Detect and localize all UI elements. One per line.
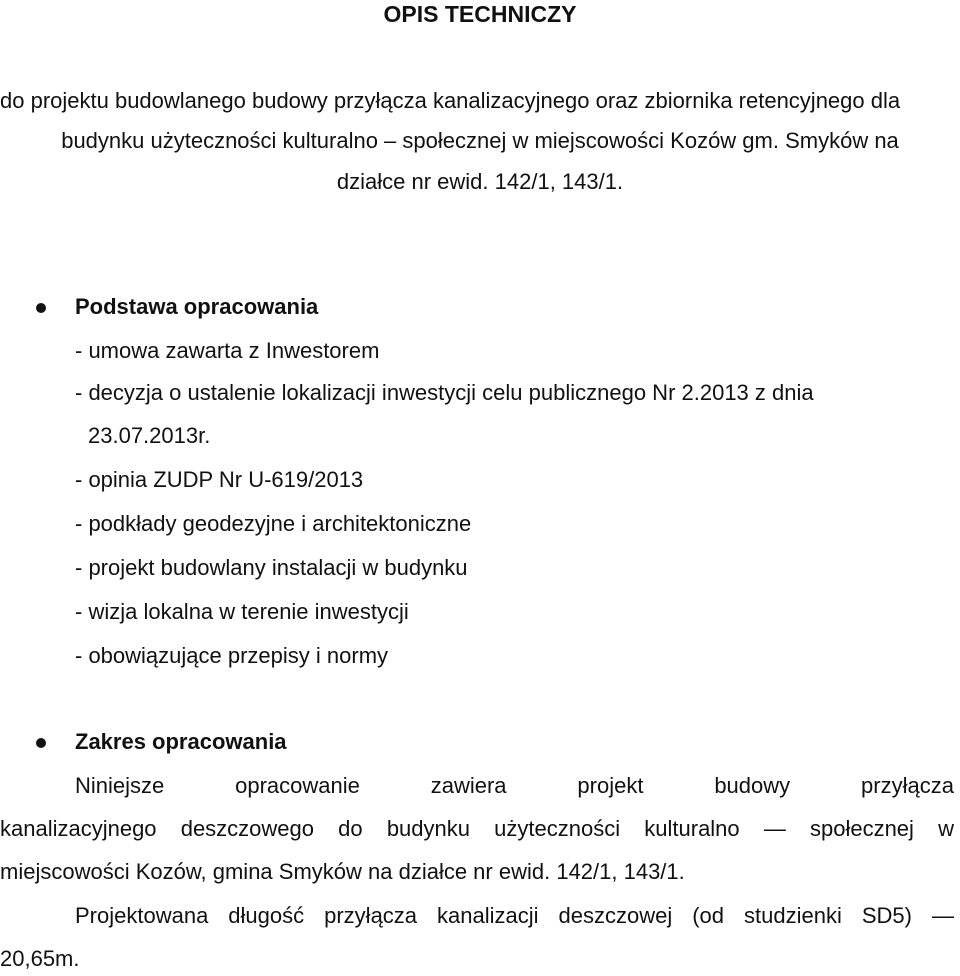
paragraph-line [75, 902, 954, 930]
word: deszczowej [558, 903, 673, 928]
word: przyłącza [861, 773, 954, 798]
word: przyłącza [324, 903, 418, 928]
word: SD5) [861, 903, 912, 928]
word: zawiera [430, 773, 507, 798]
word: (od [692, 903, 725, 928]
section-heading-podstawa: Podstawa opracowania [75, 294, 319, 319]
word: Projektowana [75, 903, 209, 928]
word: kulturalno [644, 816, 740, 841]
list-item-continuation: 23.07.2013r. [88, 423, 211, 448]
word: użyteczności [494, 816, 621, 841]
word: studzienki [744, 903, 842, 928]
list-item: - obowiązujące przepisy i normy [75, 643, 389, 668]
word: długość [228, 903, 305, 928]
word: Niniejsze [75, 773, 165, 798]
word: w [938, 816, 954, 841]
word: — [763, 816, 786, 841]
list-item: - projekt budowlany instalacji w budynku [75, 555, 468, 580]
word: deszczowego [180, 816, 315, 841]
paragraph-line: 20,65m. [0, 946, 80, 971]
list-item: - decyzja o ustalenie lokalizacji inwestycji celu publicznego Nr 2.2013 z dnia [75, 380, 814, 405]
word: do [338, 816, 363, 841]
word: opracowanie [235, 773, 360, 798]
list-item: - umowa zawarta z Inwestorem [75, 338, 380, 363]
list-item: - podkłady geodezyjne i architektoniczne [75, 511, 472, 536]
word: kanalizacyjnego [0, 816, 157, 841]
bullet-icon [36, 738, 46, 748]
list-item: - wizja lokalna w terenie inwestycji [75, 599, 409, 624]
paragraph-line [75, 772, 954, 800]
bullet-icon [36, 303, 46, 313]
intro-line-2: budynku użyteczności kulturalno – społecznej w miejscowości Kozów gm. Smyków na [61, 128, 899, 153]
word: projekt [577, 773, 644, 798]
word: budowy [714, 773, 791, 798]
document-title: OPIS TECHNICZY [383, 1, 577, 27]
word: — [931, 903, 954, 928]
intro-line-3: działce nr ewid. 142/1, 143/1. [336, 169, 624, 194]
word: społecznej [809, 816, 914, 841]
word: kanalizacji [437, 903, 539, 928]
paragraph-line [0, 815, 954, 843]
section-heading-zakres: Zakres opracowania [75, 729, 287, 754]
paragraph-line: miejscowości Kozów, gmina Smyków na działce nr ewid. 142/1, 143/1. [0, 859, 685, 884]
list-item: - opinia ZUDP Nr U-619/2013 [75, 467, 364, 492]
intro-line-1: do projektu budowlanego budowy przyłącza kanalizacyjnego oraz zbiornika retencyjnego dla [0, 88, 901, 113]
word: budynku [386, 816, 470, 841]
